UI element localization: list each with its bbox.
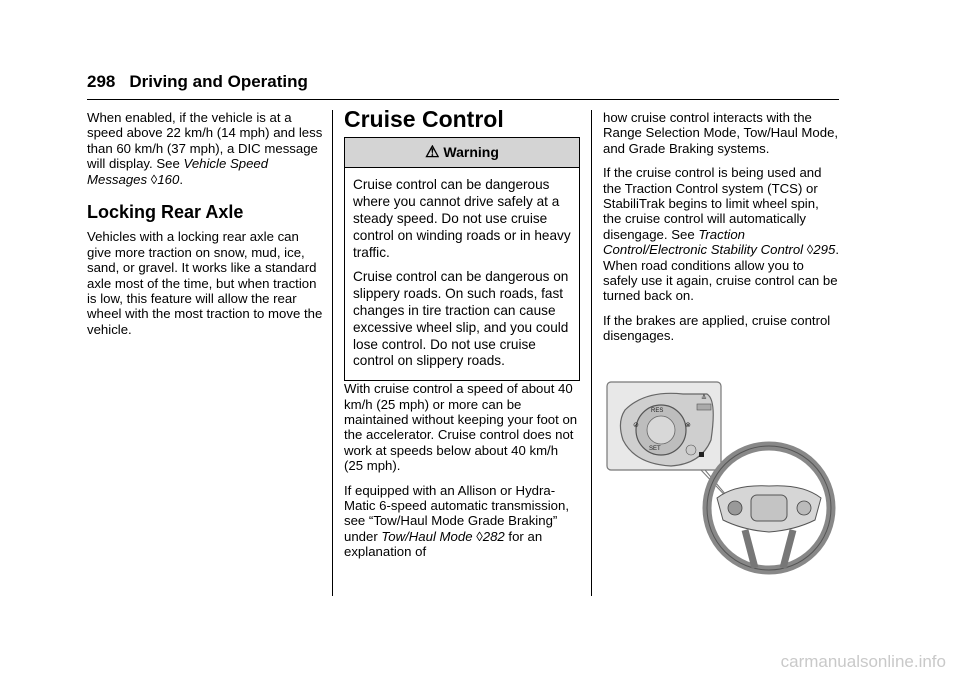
- ref-page[interactable]: 282: [482, 528, 505, 544]
- traction-control-paragraph: If the cruise control is being used and the Traction Control system (TCS) or StabiliTrak begins to limit wheel spin, the cruise control will automatically disengage. See Traction Control/Electronic Stability Control ◊295. When road conditions allow you to safely use it again, cruise control can be turned back on.: [603, 165, 839, 304]
- ref-page[interactable]: 160: [157, 171, 180, 187]
- following-distance-icon: ≙: [701, 395, 707, 402]
- ref-arrow-icon: ◊: [476, 528, 483, 544]
- cancel-icon: ⊗: [685, 422, 691, 429]
- warning-box: [344, 137, 580, 381]
- column-3: [603, 110, 839, 353]
- dic-message-paragraph: When enabled, if the vehicle is at a speed above 22 km/h (14 mph) and less than 60 km/h (37 mph), a DIC message will display. See Vehicle Speed Messages ◊160.: [87, 110, 323, 187]
- column-2: [344, 106, 580, 569]
- vehicle-speed-messages-link[interactable]: Vehicle Speed Messages: [87, 156, 269, 187]
- section-title: Driving and Operating: [129, 72, 308, 91]
- warning-header: [345, 138, 579, 168]
- traction-control-link[interactable]: Traction Control/Electronic Stability Control: [603, 226, 804, 258]
- indicator-light: [699, 452, 704, 457]
- warning-title: Warning: [443, 144, 499, 161]
- ref-arrow-icon: ◊: [150, 171, 158, 187]
- cruise-on-off-icon: ⊘: [633, 422, 639, 429]
- tow-haul-paragraph: If equipped with an Allison or Hydra-Matic 6-speed automatic transmission, see “Tow/Haul Mode Grade Braking” under Tow/Haul Mode ◊282 for an explanation of: [344, 482, 570, 560]
- collision-alert-icon: [686, 445, 696, 455]
- header-rule: [87, 99, 839, 100]
- locking-rear-axle-paragraph: Vehicles with a locking rear axle can give more traction on snow, mud, ice, sand, or gravel. It works like a standard axle most of the time, but when traction is low, this feature will allow the rear wheel with the most traction to move the vehicle.: [87, 229, 323, 337]
- resume-icon: RES: [651, 408, 664, 414]
- cruise-speed-paragraph: With cruise control a speed of about 40 km/h (25 mph) or more can be maintained without keeping your foot on the accelerator. Cruise control does not work at speeds below about 40 km/h (25 mph).: [344, 381, 578, 474]
- brakes-paragraph: If the brakes are applied, cruise control disengages.: [603, 312, 831, 344]
- ref-arrow-icon: ◊: [806, 242, 814, 258]
- column-1: [87, 110, 323, 346]
- warning-icon: ⚠: [425, 144, 440, 162]
- warning-body: [345, 168, 579, 380]
- cruise-button-center: [647, 416, 675, 444]
- page-header: [87, 72, 308, 92]
- gap-button: [697, 404, 711, 410]
- column-divider: [591, 110, 592, 596]
- watermark: carmanualsonline.info: [780, 652, 946, 671]
- cruise-control-heading: Cruise Control: [344, 106, 504, 132]
- ref-page[interactable]: 295: [813, 242, 836, 258]
- page-number: 298: [87, 72, 116, 91]
- column-divider: [332, 110, 333, 596]
- steering-wheel-illustration: [605, 380, 841, 576]
- left-controls: [728, 501, 742, 515]
- tow-haul-mode-link[interactable]: Tow/Haul Mode: [381, 528, 473, 544]
- range-selection-paragraph: how cruise control interacts with the Range Selection Mode, Tow/Haul Mode, and Grade Braking systems.: [603, 110, 839, 156]
- warning-paragraph-1: Cruise control can be dangerous where you cannot drive safely at a steady speed. Do not use cruise control on winding roads or in heavy traffic.: [353, 177, 571, 260]
- right-controls: [797, 501, 811, 515]
- locking-rear-axle-heading: Locking Rear Axle: [87, 202, 244, 223]
- warning-paragraph-2: Cruise control can be dangerous on slippery roads. On such roads, fast changes in tire traction can cause excessive wheel slip, and you could lose control. Do not use cruise control on slippery roads.: [353, 269, 569, 369]
- set-button-label: SET: [649, 446, 661, 452]
- airbag-cover: [751, 495, 787, 521]
- lower-spokes: [745, 530, 793, 568]
